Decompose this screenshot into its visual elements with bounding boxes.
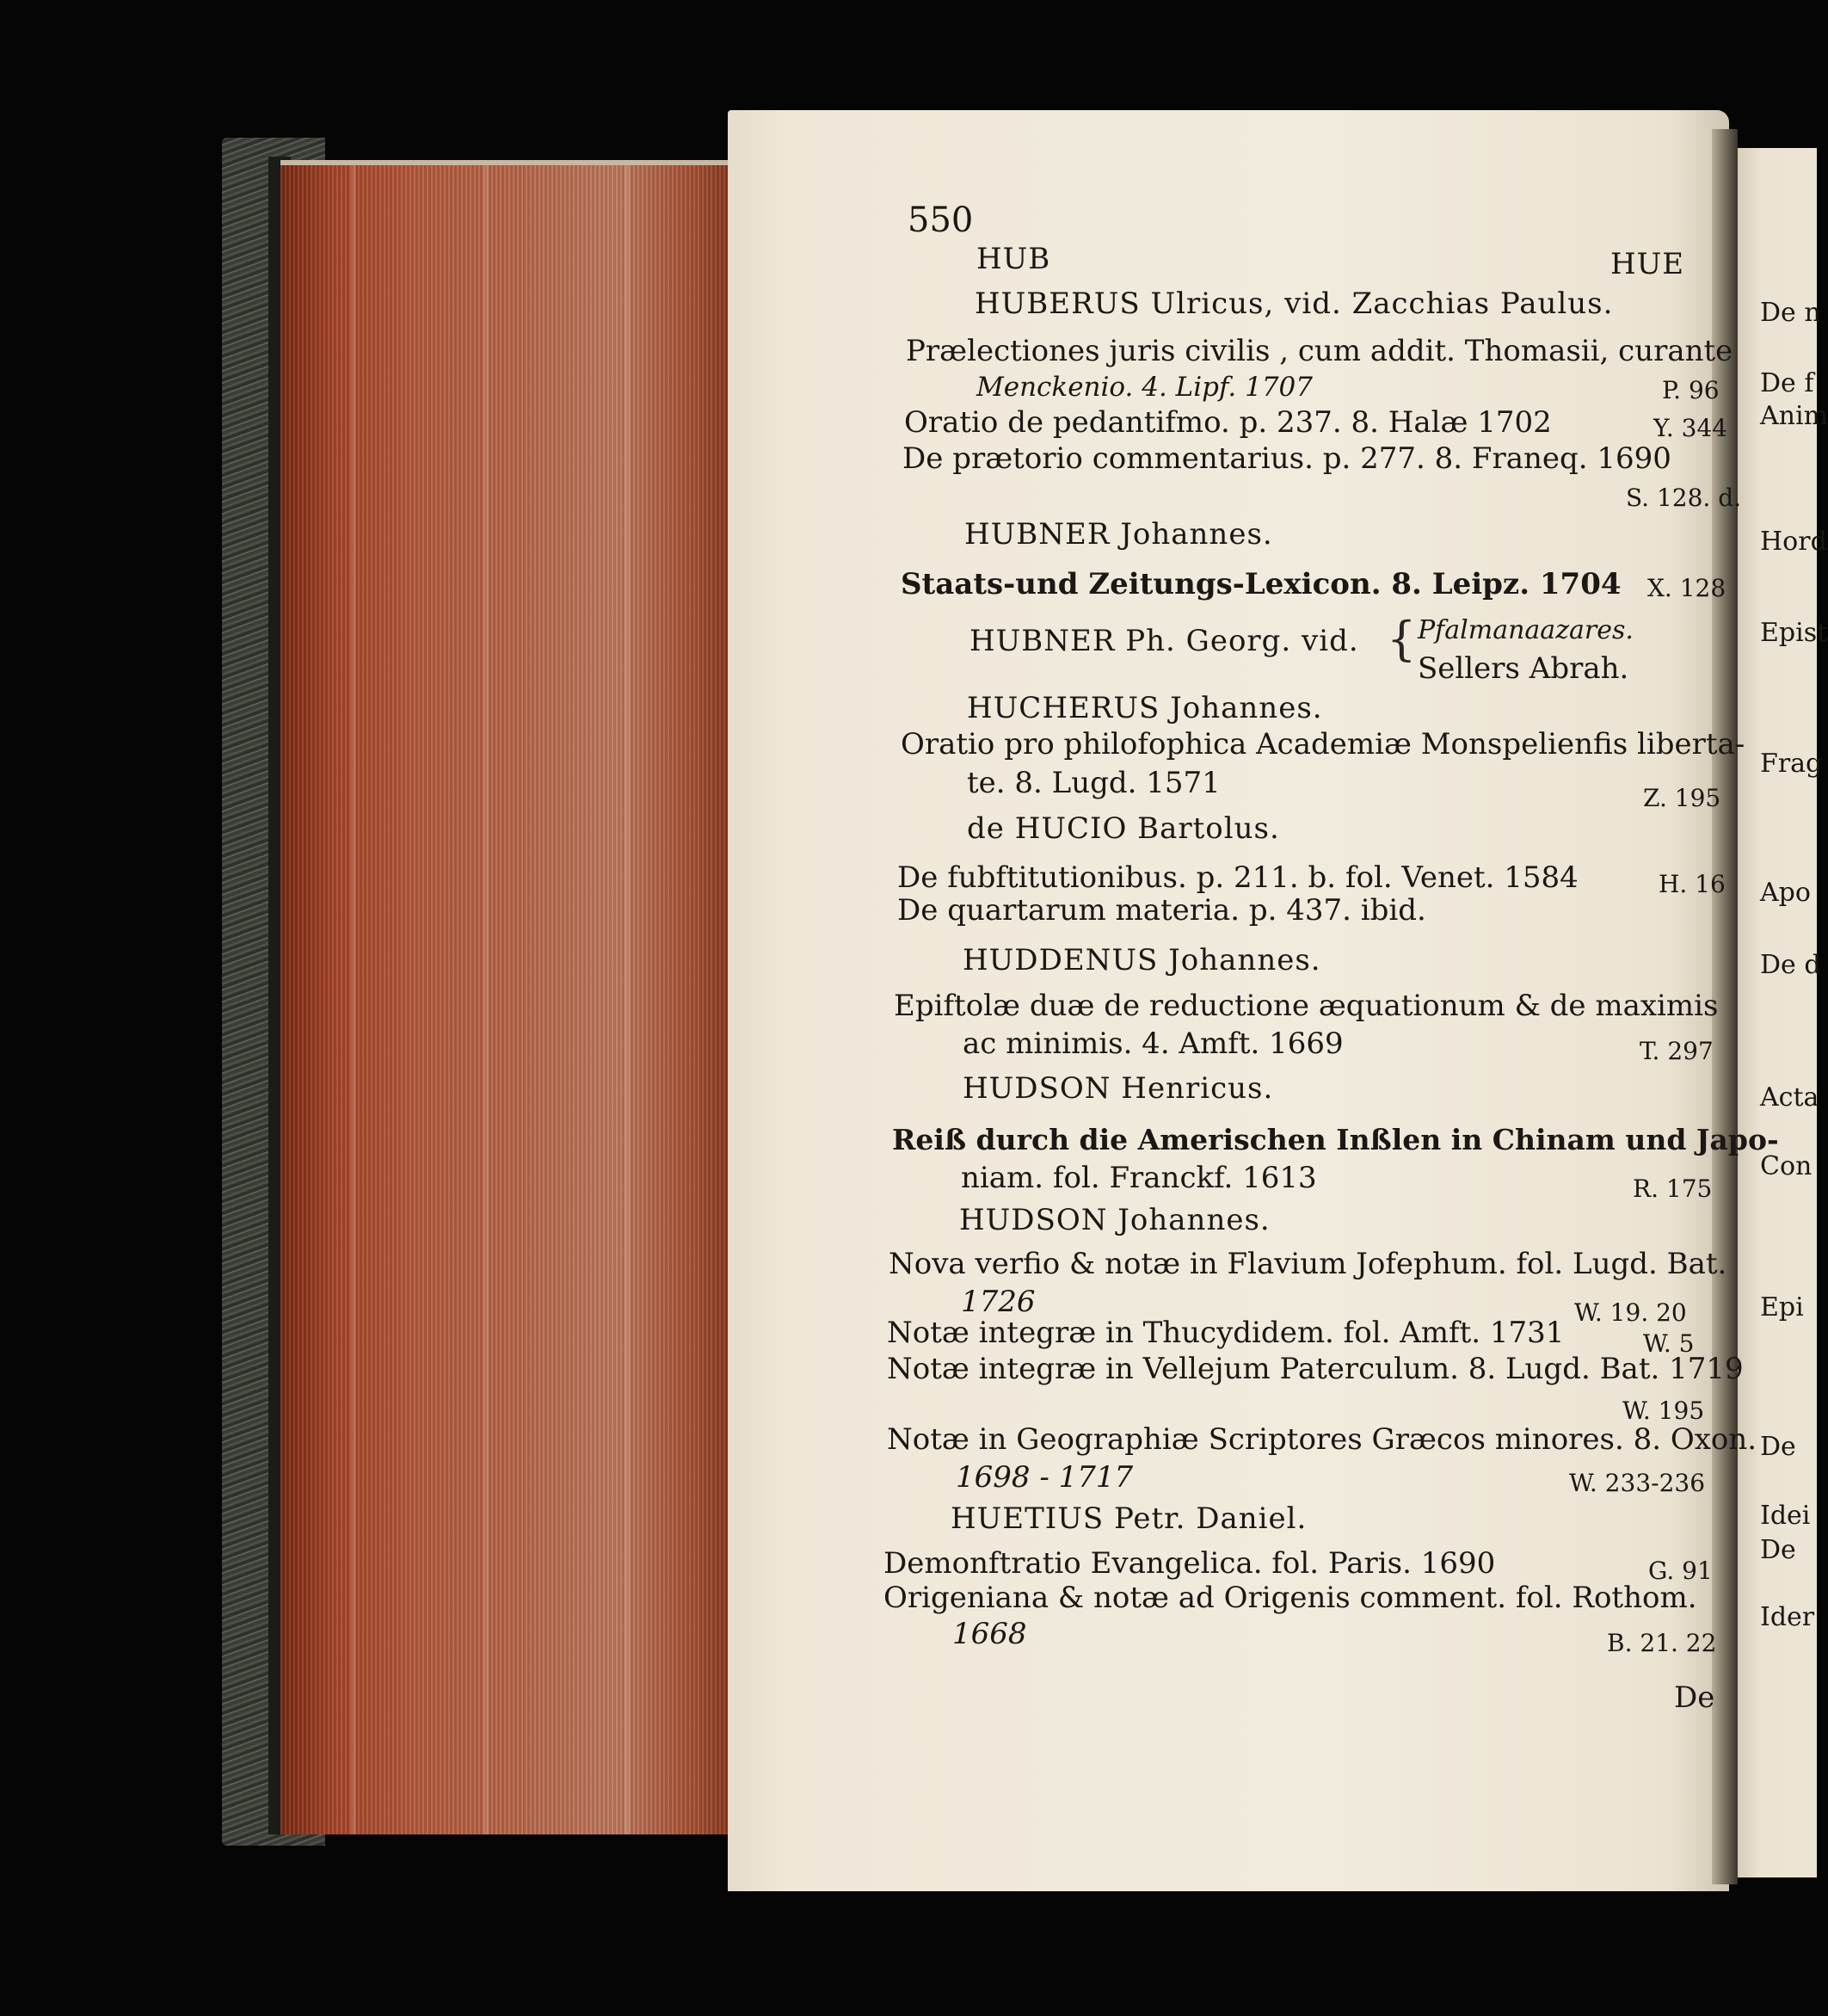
shelf-mark: P. 96 xyxy=(1662,376,1720,404)
entry-line: Notæ integræ in Vellejum Paterculum. 8. Lugd. Bat. 1719 xyxy=(887,1352,1744,1386)
facing-page-word: Con xyxy=(1760,1151,1813,1181)
shelf-mark: T. 297 xyxy=(1640,1037,1714,1065)
entry-line: te. 8. Lugd. 1571 xyxy=(967,766,1221,800)
author-heading: HUDSON Johannes. xyxy=(959,1203,1271,1237)
entry-line: Oratio de pedantifmo. p. 237. 8. Halæ 1702 xyxy=(904,405,1552,440)
entry-line: Reiß durch die Amerischen Inßlen in Chinam und Japo- xyxy=(892,1123,1779,1156)
shelf-mark: X. 128 xyxy=(1647,574,1726,602)
catchword: De xyxy=(1674,1680,1715,1715)
shelf-mark: R. 175 xyxy=(1633,1174,1713,1203)
shelf-mark: W. 233-236 xyxy=(1569,1469,1706,1497)
entry-line: Prælectiones juris civilis , cum addit. Thomasii, curante xyxy=(906,334,1733,368)
shelf-mark: H. 16 xyxy=(1659,870,1726,898)
shelf-mark: W. 5 xyxy=(1643,1329,1695,1358)
entry-line: Notæ integræ in Thucydidem. fol. Amft. 1731 xyxy=(887,1316,1565,1350)
edge-band xyxy=(351,165,356,1834)
entry-line: Epiftolæ duæ de reductione æquationum & de maximis xyxy=(894,989,1719,1023)
author-heading: de HUCIO Bartolus. xyxy=(967,811,1280,846)
facing-page-word: Frag xyxy=(1760,749,1823,779)
entry-line: De prætorio commentarius. p. 277. 8. Franeq. 1690 xyxy=(902,441,1671,476)
entry-line: Oratio pro philofophica Academiæ Monspelienfis liberta- xyxy=(901,727,1745,761)
cross-reference: Sellers Abrah. xyxy=(1418,651,1629,686)
page-number: 550 xyxy=(908,200,974,240)
entry-line: 1698 - 1717 xyxy=(956,1460,1134,1495)
entry-line: Staats-und Zeitungs-Lexicon. 8. Leipz. 1704 xyxy=(901,567,1622,601)
shelf-mark: S. 128. d. xyxy=(1626,484,1742,512)
shelf-mark: Y. 344 xyxy=(1653,414,1728,442)
entry-line: 1726 xyxy=(961,1285,1036,1319)
running-head-left: HUB xyxy=(976,242,1051,276)
entry-line: Notæ in Geographiæ Scriptores Græcos minores. 8. Oxon. xyxy=(887,1422,1757,1457)
shelf-mark: G. 91 xyxy=(1648,1557,1713,1585)
entry-line: ac minimis. 4. Amft. 1669 xyxy=(963,1026,1344,1061)
facing-page-word: De d xyxy=(1760,950,1821,980)
cross-reference: Pfalmanaazares. xyxy=(1418,615,1634,645)
entry-line: De fubftitutionibus. p. 211. b. fol. Venet. 1584 xyxy=(897,860,1579,895)
author-heading: HUDSON Henricus. xyxy=(963,1071,1274,1106)
facing-page-word: Anim xyxy=(1760,401,1828,431)
facing-page-word: Ider xyxy=(1760,1602,1815,1632)
facing-page-word: De n xyxy=(1760,298,1821,328)
facing-page-word: Epi xyxy=(1760,1292,1804,1322)
entry-line: Origeniana & notæ ad Origenis comment. fol. Rothom. xyxy=(883,1581,1697,1615)
entry-line: Menckenio. 4. Lipf. 1707 xyxy=(976,372,1313,403)
entry-line: niam. fol. Franckf. 1613 xyxy=(961,1161,1317,1195)
entry-line: Demonftratio Evangelica. fol. Paris. 1690 xyxy=(883,1546,1496,1581)
facing-page-word: Idei xyxy=(1760,1501,1811,1531)
entry-line: De quartarum materia. p. 437. ibid. xyxy=(897,893,1426,928)
author-heading: HUDDENUS Johannes. xyxy=(963,943,1321,977)
brace-glyph: { xyxy=(1387,612,1417,666)
facing-page-word: Hord xyxy=(1760,527,1827,557)
edge-band xyxy=(483,165,489,1834)
shelf-mark: W. 195 xyxy=(1622,1396,1705,1425)
facing-page-word: De xyxy=(1760,1535,1796,1565)
running-head-right: HUE xyxy=(1610,247,1685,281)
facing-page-word: De xyxy=(1760,1432,1796,1462)
author-heading: HUBNER Johannes. xyxy=(964,517,1273,552)
entry-line: Nova verfio & notæ in Flavium Jofephum. fol. Lugd. Bat. xyxy=(889,1247,1727,1281)
shelf-mark: Z. 195 xyxy=(1643,784,1721,812)
author-heading: HUETIUS Petr. Daniel. xyxy=(951,1501,1308,1536)
edge-band xyxy=(625,165,630,1834)
facing-page-word: Epist xyxy=(1760,618,1828,648)
entry-line: 1668 xyxy=(952,1617,1027,1651)
facing-page-word: Apo xyxy=(1760,878,1811,908)
author-heading: HUCHERUS Johannes. xyxy=(967,691,1323,725)
facing-page-word: Acta xyxy=(1760,1082,1819,1113)
shelf-mark: W. 19. 20 xyxy=(1574,1298,1687,1327)
page-block-fore-edge xyxy=(280,160,728,1834)
author-heading: HUBNER Ph. Georg. vid. xyxy=(969,624,1359,658)
facing-page-word: De f xyxy=(1760,368,1814,398)
shelf-mark: B. 21. 22 xyxy=(1607,1629,1717,1657)
author-heading: HUBERUS Ulricus, vid. Zacchias Paulus. xyxy=(975,287,1614,321)
